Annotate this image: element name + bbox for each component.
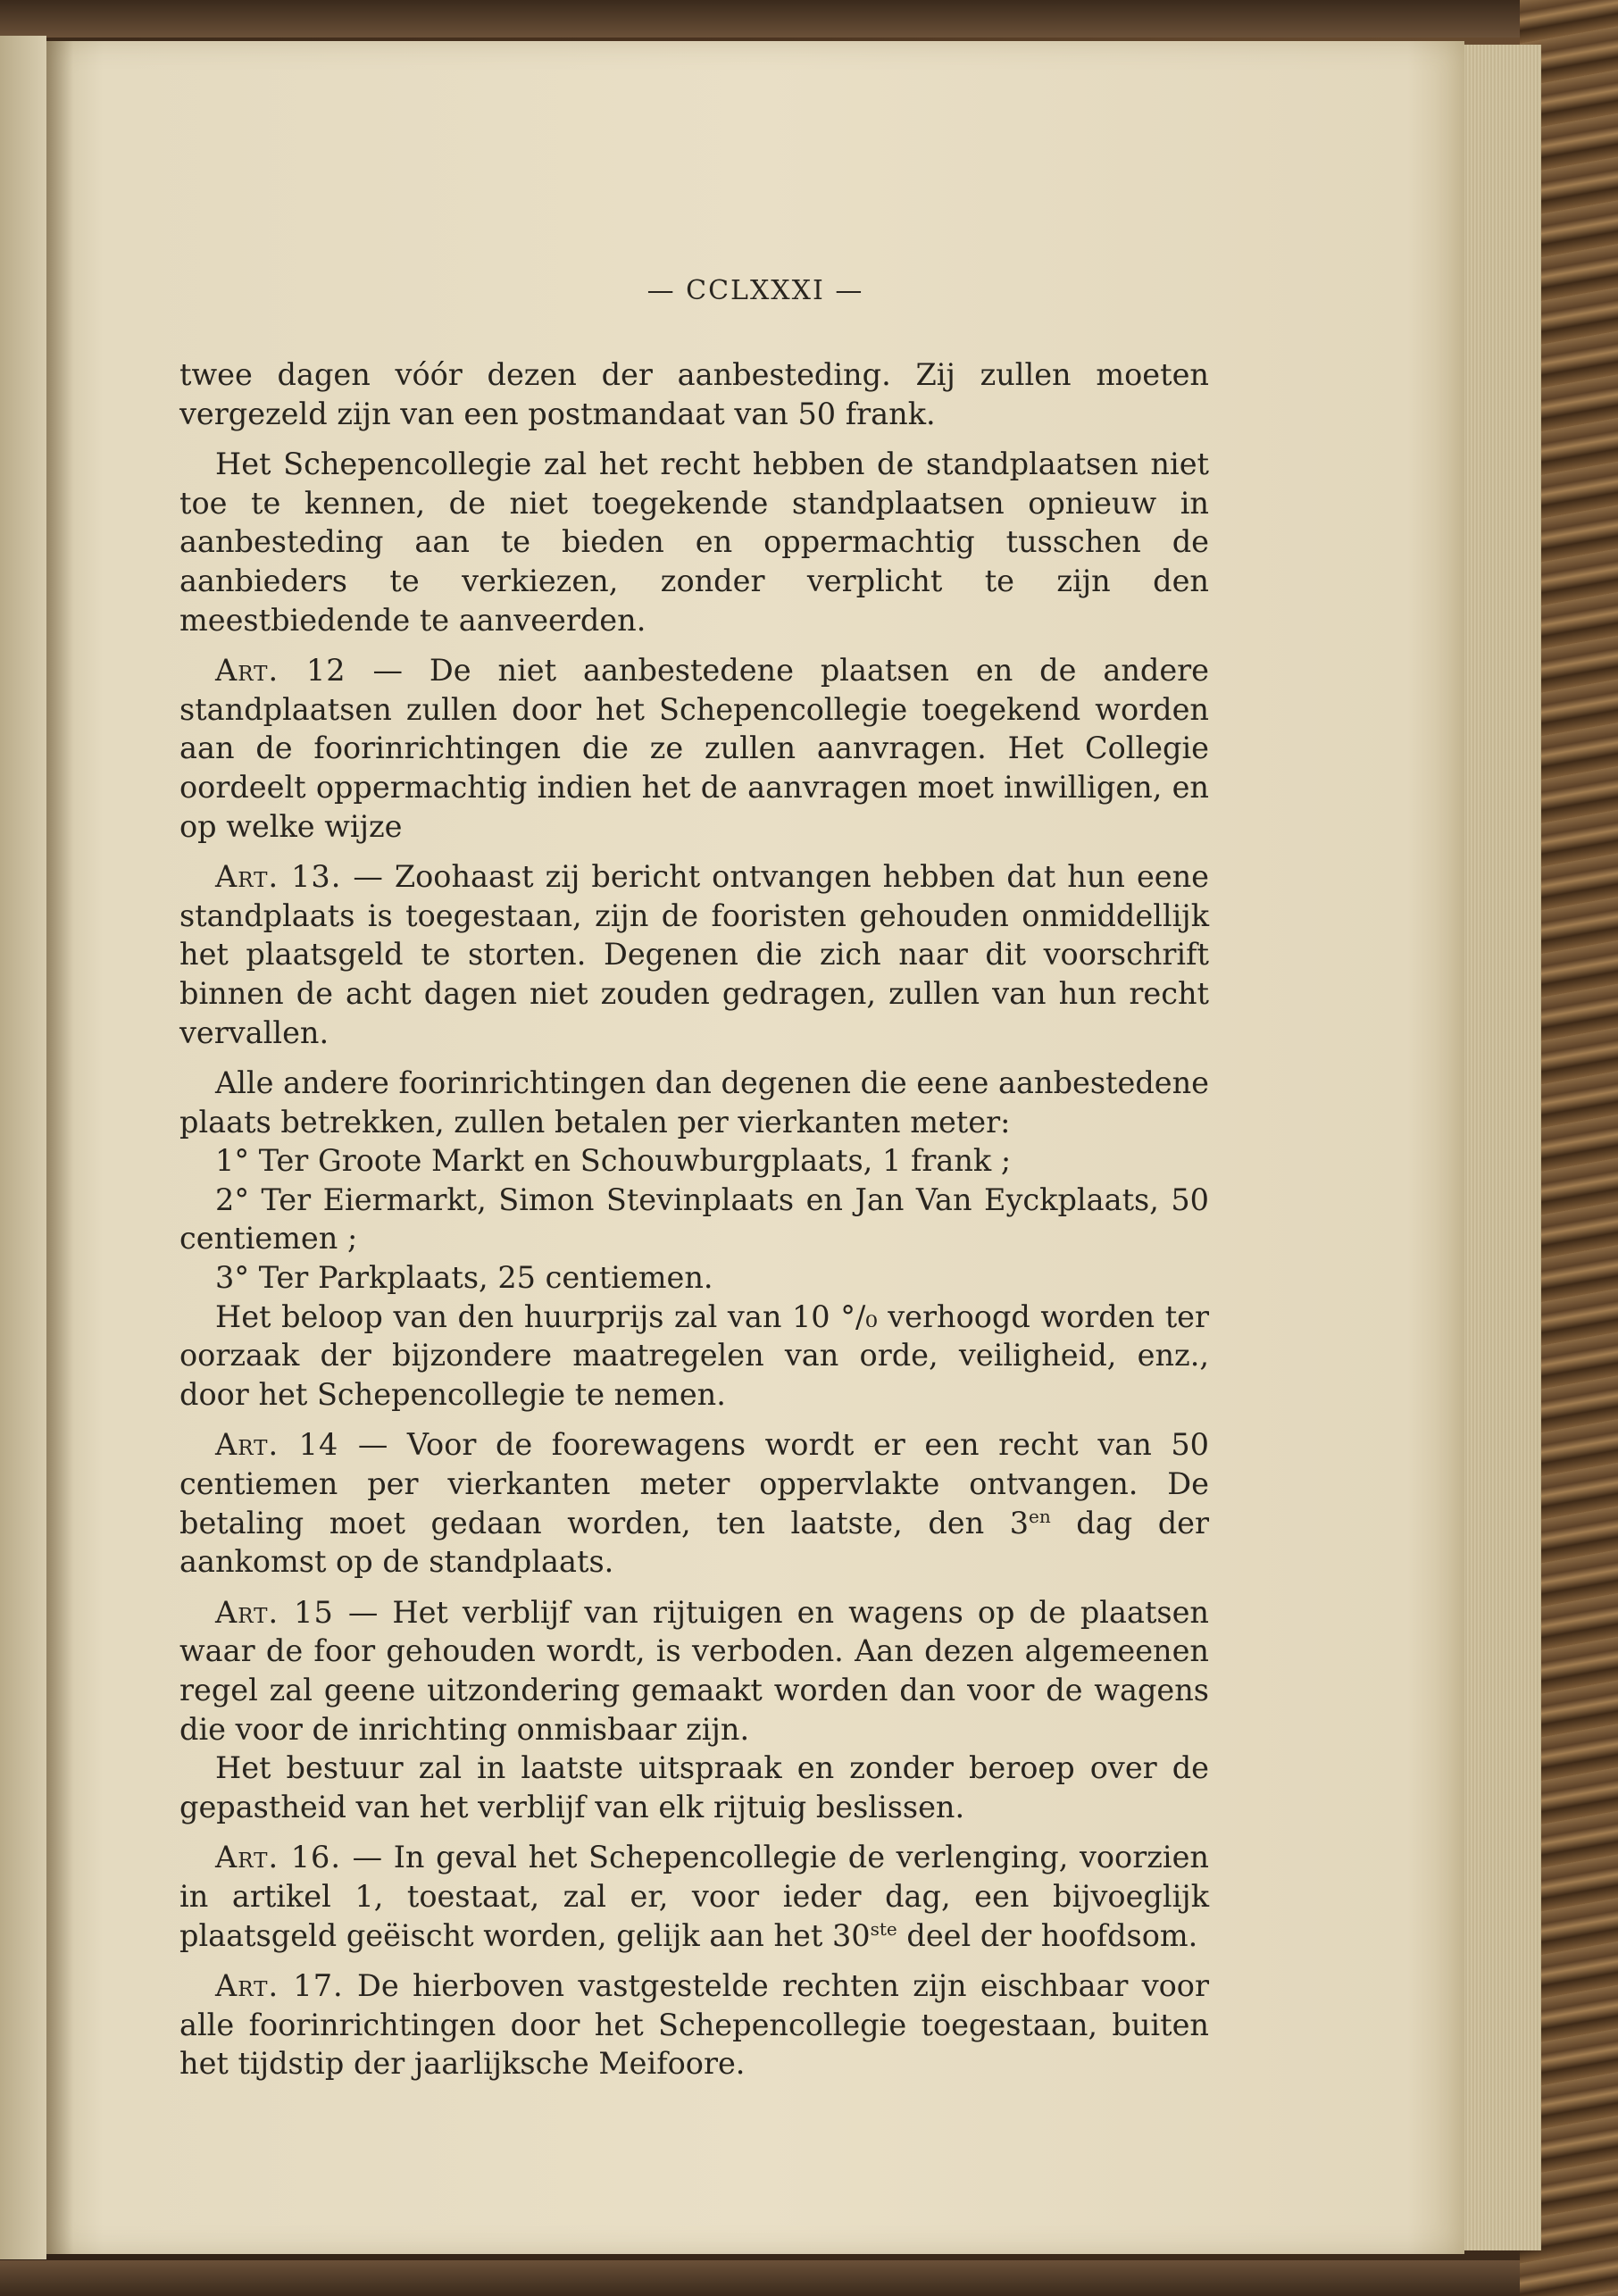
body-paragraph (179, 1064, 1209, 1141)
paragraph-text: Het bestuur zal in laatste uitspraak en zonder beroep over de gepastheid van het verblijf van elk rijtuig beslissen. (179, 1750, 1209, 1824)
body-paragraph (179, 1141, 1209, 1181)
article-label: Art. 13. (215, 859, 342, 895)
article-label: Art. 12 (215, 653, 346, 689)
article-paragraph (179, 1966, 1209, 2083)
paragraph-text: Het beloop van den huurprijs zal van 10 °/₀ verhoogd worden ter oorzaak der bijzondere maatregelen van orde, veiligheid, enz., door het Schepencollegie te nemen. (179, 1298, 1209, 1412)
paragraph-text: — Zoohaast zij bericht ontvangen hebben dat hun eene standplaats is toegestaan, zijn de fooristen gehouden onmiddellijk het plaatsgeld te storten. Degenen die zich naar dit voorschrift binnen de acht dagen niet zouden gedragen, zullen van hun recht vervallen. (179, 859, 1210, 1050)
article-paragraph (179, 1593, 1209, 1749)
paragraph-text: 3° Ter Parkplaats, 25 centiemen. (215, 1260, 713, 1296)
page-body-text (179, 355, 1209, 2083)
body-paragraph (179, 1749, 1209, 1826)
paragraph-text: 1° Ter Groote Markt en Schouwburgplaats, 1 frank ; (215, 1143, 1012, 1179)
article-paragraph (179, 651, 1209, 846)
gutter-shadow (46, 41, 73, 2254)
paragraph-text: Alle andere foorinrichtingen dan degenen die eene aanbestedene plaats betrekken, zullen betalen per vierkanten meter: (179, 1065, 1209, 1140)
article-label: Art. 14 (215, 1427, 339, 1463)
page-stack-edges (1460, 45, 1541, 2250)
page-header: — CCLXXXI — (646, 275, 864, 306)
body-paragraph (179, 1258, 1209, 1298)
article-label: Art. 16. (215, 1840, 341, 1875)
article-label: Art. 15 (215, 1594, 334, 1630)
paragraph-text: — Voor de foorewagens wordt er een recht van 50 centiemen per vierkanten meter oppervlakte ontvangen. De betaling moet gedaan worden, ten laatste, den 3 (179, 1427, 1209, 1540)
book-page (46, 41, 1464, 2254)
body-paragraph (179, 1181, 1209, 1258)
article-paragraph (179, 857, 1209, 1052)
paragraph-text: — De niet aanbestedene plaatsen en de andere standplaatsen zullen door het Schepencollegie toegekend worden aan de foorinrichtingen die ze zullen aanvragen. Het Collegie oordeelt oppermachtig indien het de aanvragen moet inwilligen, en op welke wijze (179, 653, 1209, 844)
article-paragraph (179, 1425, 1209, 1581)
facing-page-edge (0, 36, 46, 2259)
paragraph-text: — Het verblijf van rijtuigen en wagens op de plaatsen waar de foor gehouden wordt, is verboden. Aan dezen algemeenen regel zal geene uitzondering gemaakt worden dan voor de wagens die voor de inrichting onmisbaar zijn. (179, 1594, 1209, 1747)
superscript-suffix: ste (870, 1917, 897, 1940)
body-paragraph (179, 1298, 1209, 1415)
paragraph-text-tail: dag der aankomst op de standplaats. (179, 1505, 1209, 1580)
paragraph-text: Het Schepencollegie zal het recht hebben de standplaatsen niet toe te kennen, de niet toegekende standplaatsen opnieuw in aanbesteding aan te bieden en oppermachtig tusschen de aanbieders te verkiezen, zonder verplicht te zijn den meestbiedende te aanveerden. (179, 447, 1209, 638)
superscript-suffix: en (1029, 1505, 1051, 1527)
paragraph-text: — In geval het Schepencollegie de verlenging, voorzien in artikel 1, toestaat, zal er, voor ieder dag, een bijvoeglijk plaatsgeld geëischt worden, gelijk aan het 30 (179, 1840, 1209, 1953)
cover-top-edge (0, 0, 1618, 38)
paragraph-text-tail: deel der hoofdsom. (897, 1917, 1198, 1953)
cover-bottom-edge (0, 2260, 1618, 2296)
paragraph-text: 2° Ter Eiermarkt, Simon Stevinplaats en Jan Van Eyckplaats, 50 centiemen ; (179, 1181, 1209, 1257)
paragraph-text: twee dagen vóór dezen der aanbesteding. Zij zullen moeten vergezeld zijn van een postmandaat van 50 frank. (179, 357, 1209, 431)
article-paragraph (179, 1838, 1209, 1955)
article-label: Art. 17. (215, 1968, 344, 2004)
body-paragraph (179, 355, 1209, 433)
body-paragraph (179, 445, 1209, 639)
paragraph-text: De hierboven vastgestelde rechten zijn eischbaar voor alle foorinrichtingen door het Schepencollegie toegestaan, buiten het tijdstip der jaarlijksche Meifoore. (179, 1968, 1209, 2082)
